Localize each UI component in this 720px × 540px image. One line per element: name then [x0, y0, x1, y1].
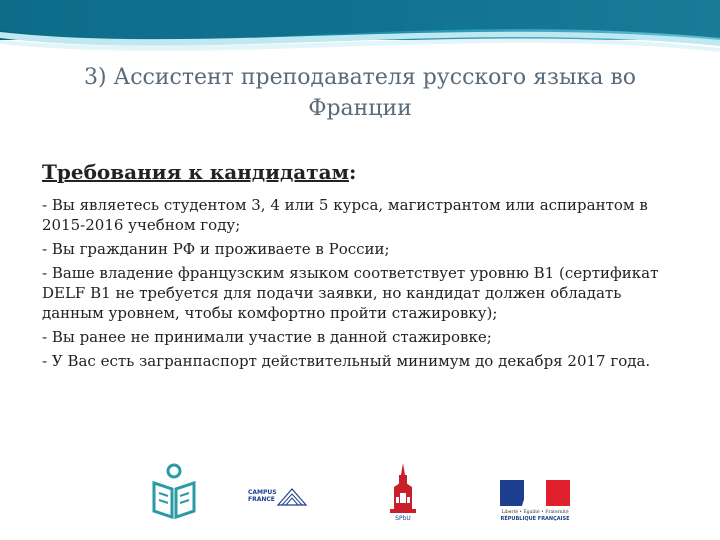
list-item: - Ваше владение французским языком соответствует уровню B1 (сертификат DELF B1 не требуется для подачи заявки, но кандидат должен обладать данным уровнем, чтобы комфортно пройти стажировку);: [42, 264, 659, 322]
list-item: - Вы являетесь студентом 3, 4 или 5 курса, магистрантом или аспирантом в 2015-2016 учебном году;: [42, 196, 648, 234]
requirements-list: [42, 195, 682, 375]
header-wave-band: [0, 0, 720, 60]
republique-name: RÉPUBLIQUE FRANÇAISE: [500, 516, 570, 522]
requirements-heading-colon: :: [348, 160, 357, 184]
university-label: SPbU: [395, 515, 411, 522]
republique-francaise-logo: [500, 480, 570, 522]
slide-title-line1: 3) Ассистент преподавателя русского языка во: [83, 65, 637, 90]
list-item: - У Вас есть загранпаспорт действительный минимум до декабря 2017 года.: [42, 352, 651, 370]
slide-title-line2: Франции: [308, 96, 412, 121]
requirements-heading-text: Требования к кандидатам: [42, 160, 349, 184]
list-item: - Вы гражданин РФ и проживаете в России;: [42, 240, 390, 258]
list-item: - Вы ранее не принимали участие в данной стажировке;: [42, 328, 492, 346]
french-flag-mark: [500, 480, 570, 506]
slide-title: [40, 62, 680, 124]
book-person-logo: [148, 463, 200, 521]
campus-france-text: CAMPUS FRANCE: [248, 489, 277, 503]
republique-motto: Liberté • Égalité • Fraternité: [501, 510, 569, 515]
university-tower-logo: [386, 461, 420, 523]
campus-france-logo: [248, 485, 310, 507]
partner-logos: [0, 455, 720, 530]
requirements-heading: [42, 160, 356, 184]
